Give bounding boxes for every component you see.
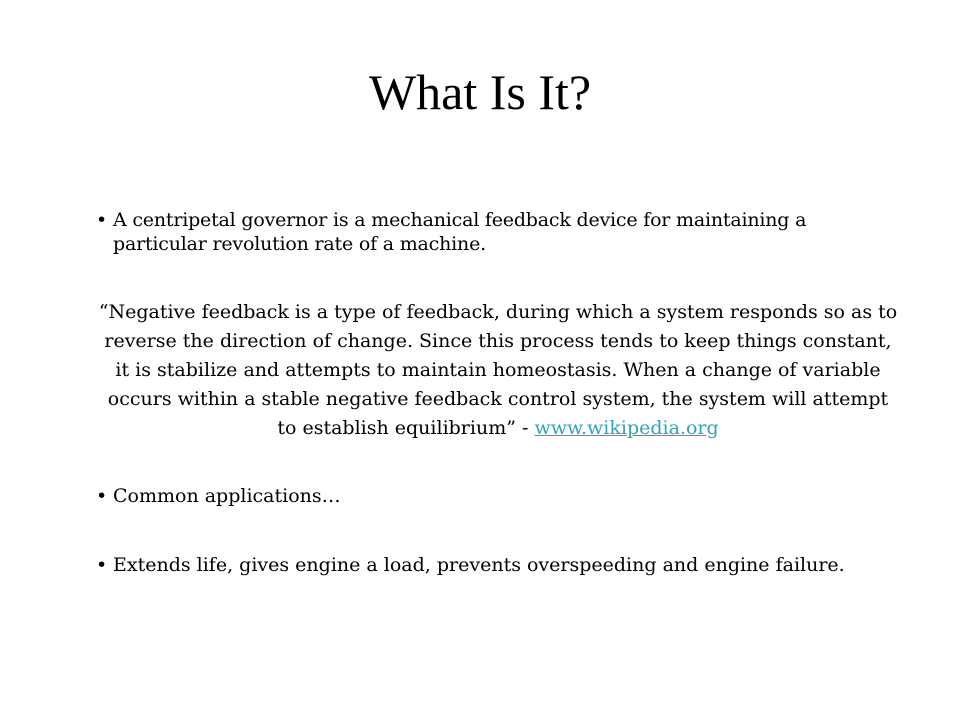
- bullet-definition: [96, 208, 896, 256]
- wikipedia-quote: [96, 298, 900, 443]
- bullet-text: A centripetal governor is a mechanical feedback device for maintaining a particular revolution rate of a machine.: [113, 209, 807, 255]
- bullet-marker: •: [96, 554, 108, 576]
- bullet-text: Extends life, gives engine a load, prevents overspeeding and engine failure.: [113, 554, 845, 576]
- bullet-applications: [96, 484, 896, 508]
- bullet-benefits: [96, 553, 896, 577]
- slide-title: What Is It?: [368, 64, 592, 120]
- bullet-marker: •: [96, 209, 108, 231]
- quote-text: “Negative feedback is a type of feedback, during which a system responds so as to reverse the direction of change. Since this process tends to keep things constant, it is stabilize and attempts to maintain homeostasis. When a change of variable occurs within a stable negative feedback control system, the system will attempt to establish equilibrium” -: [98, 301, 898, 439]
- wikipedia-link[interactable]: www.wikipedia.org: [534, 417, 719, 439]
- bullet-text: Common applications…: [113, 485, 341, 507]
- bullet-marker: •: [96, 485, 108, 507]
